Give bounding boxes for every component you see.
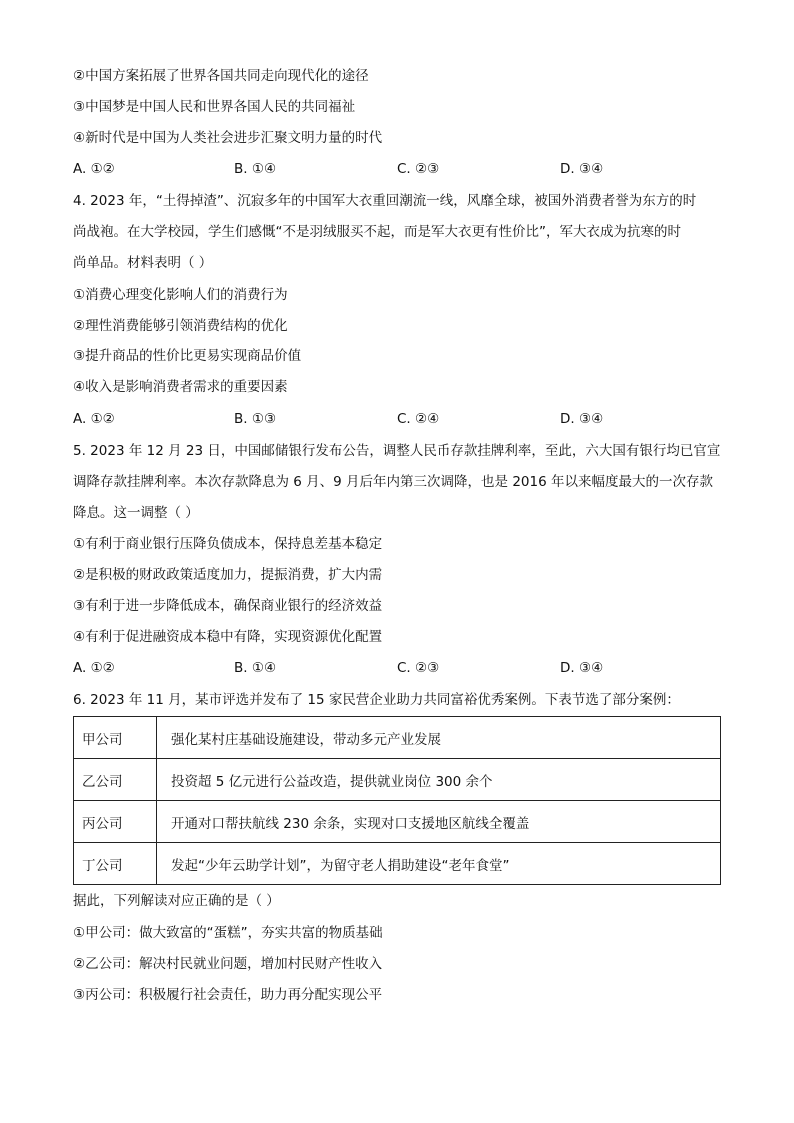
q5-stem-line-3: 降息。这一调整（ ） (73, 505, 199, 521)
q3-item-3: ③中国梦是中国人民和世界各国人民的共同福祉 (73, 99, 356, 115)
q4-options (73, 409, 733, 429)
case-cell: 强化某村庄基础设施建设，带动多元产业发展 (157, 717, 721, 759)
q5-stem-line-2: 调降存款挂牌利率。本次存款降息为 6 月、9 月后年内第三次调降，也是 2016 年以来幅度最大的一次存款 (73, 474, 713, 490)
q4-item-4: ④收入是影响消费者需求的重要因素 (73, 379, 288, 395)
company-cell: 乙公司 (74, 759, 157, 801)
q4-stem-line-2: 尚战袍。在大学校园，学生们感慨“不是羽绒服买不起，而是军大衣更有性价比”，军大衣成为抗寒的时 (73, 224, 681, 240)
q4-option-a: A. ①② (73, 411, 115, 427)
q5-item-3: ③有利于进一步降低成本，确保商业银行的经济效益 (73, 598, 383, 614)
q5-option-d: D. ③④ (560, 660, 604, 676)
q5-options (73, 658, 733, 678)
q4-option-c: C. ②④ (397, 411, 440, 427)
company-cell: 丁公司 (74, 843, 157, 885)
q5-item-2: ②是积极的财政政策适度加力，提振消费，扩大内需 (73, 567, 383, 583)
q3-option-b: B. ①④ (234, 161, 277, 177)
q6-question: 据此，下列解读对应正确的是（ ） (73, 893, 280, 909)
q6-item-3: ③丙公司：积极履行社会责任，助力再分配实现公平 (73, 987, 383, 1003)
q4-option-b: B. ①③ (234, 411, 277, 427)
company-cell: 丙公司 (74, 801, 157, 843)
q3-options (73, 159, 733, 179)
q4-option-d: D. ③④ (560, 411, 604, 427)
q3-option-d: D. ③④ (560, 161, 604, 177)
q3-option-c: C. ②③ (397, 161, 440, 177)
q3-item-2: ②中国方案拓展了世界各国共同走向现代化的途径 (73, 68, 369, 84)
q5-stem-line-1: 5. 2023 年 12 月 23 日，中国邮储银行发布公告，调整人民币存款挂牌利率，至此，六大国有银行均已官宣 (73, 443, 721, 459)
q4-stem-line-1: 4. 2023 年，“土得掉渣”、沉寂多年的中国军大衣重回潮流一线，风靡全球，被国外消费者誉为东方的时 (73, 193, 697, 209)
table-row (74, 759, 721, 801)
table-row (74, 843, 721, 885)
q4-item-1: ①消费心理变化影响人们的消费行为 (73, 287, 288, 303)
q6-item-2: ②乙公司：解决村民就业问题，增加村民财产性收入 (73, 956, 383, 972)
company-cell: 甲公司 (74, 717, 157, 759)
q4-stem-line-3: 尚单品。材料表明（ ） (73, 255, 213, 271)
q5-option-b: B. ①④ (234, 660, 277, 676)
q5-item-1: ①有利于商业银行压降负债成本，保持息差基本稳定 (73, 536, 383, 552)
q6-stem: 6. 2023 年 11 月，某市评选并发布了 15 家民营企业助力共同富裕优秀案例。下表节选了部分案例： (73, 692, 680, 708)
q3-item-4: ④新时代是中国为人类社会进步汇聚文明力量的时代 (73, 130, 383, 146)
q3-option-a: A. ①② (73, 161, 115, 177)
case-cell: 开通对口帮扶航线 230 余条，实现对口支援地区航线全覆盖 (157, 801, 721, 843)
table-row (74, 801, 721, 843)
q5-option-c: C. ②③ (397, 660, 440, 676)
q4-item-3: ③提升商品的性价比更易实现商品价值 (73, 348, 302, 364)
case-cell: 发起“少年云助学计划”，为留守老人捐助建设“老年食堂” (157, 843, 721, 885)
q4-item-2: ②理性消费能够引领消费结构的优化 (73, 318, 288, 334)
q5-option-a: A. ①② (73, 660, 115, 676)
case-cell: 投资超 5 亿元进行公益改造，提供就业岗位 300 余个 (157, 759, 721, 801)
q6-item-1: ①甲公司：做大致富的“蛋糕”，夯实共富的物质基础 (73, 925, 383, 941)
cases-table (73, 716, 721, 885)
q5-item-4: ④有利于促进融资成本稳中有降，实现资源优化配置 (73, 629, 383, 645)
table-row (74, 717, 721, 759)
